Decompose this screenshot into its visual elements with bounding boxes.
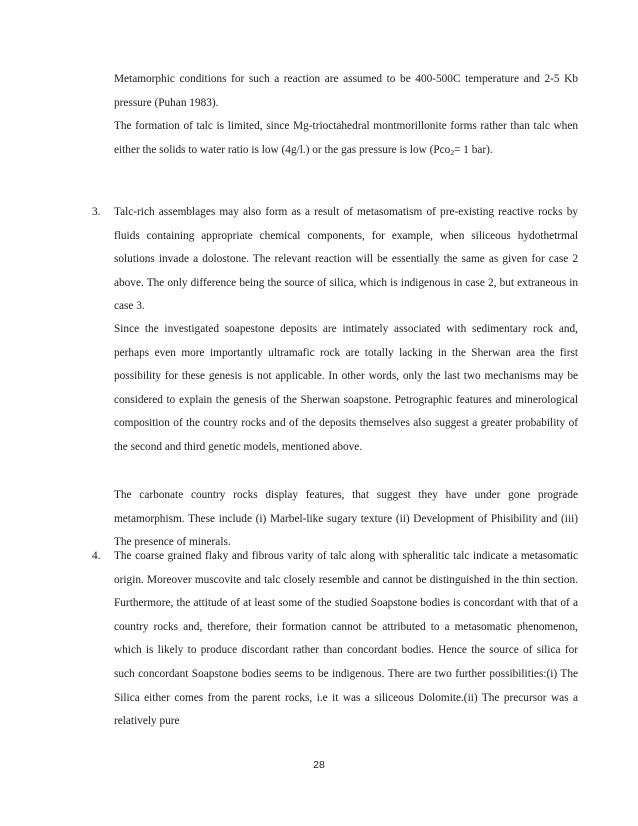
paragraph-talc-formation (114, 115, 578, 162)
co2-subscript: 2 (450, 147, 455, 157)
list-item-4-text: The coarse grained flaky and fibrous varity of talc along with spheralitic talc indicate a metasomatic origin. Moreover muscovite and talc closely resemble and cannot be distinguished in the thin section. Furthermore, the attitude of at least some of the studied Soapstone bodies is concordant with that of a country rocks and, therefore, their formation cannot be attributed to a metasomatic phenomenon, which is likely to produce discordant rather than concordant bodies. Hence the source of silica for such concordant Soapstone bodies seems to be indigenous. There are two further possibilities:(i) The Silica either comes from the parent rocks, i.e it was a siliceous Dolomite.(ii) The precursor was a relatively pure (114, 550, 578, 728)
paragraph-investigated-soapstone: Since the investigated soapestone deposits are intimately associated with sedimentary rock and, perhaps even more importantly ultramafic rock are totally lacking in the Sherwan area the first possibility for these genesis is not applicable. In other words, only the last two mechanisms may be considered to explain the genesis of the Sherwan soapstone. Petrographic features and minerological composition of the country rocks and of the deposits themselves also suggest a greater probability of the second and third genetic models, mentioned above. (114, 323, 578, 453)
talc-formation-text-end: = 1 bar). (454, 143, 493, 156)
page-number: 28 (313, 759, 325, 771)
paragraph-carbonate-country-rocks: The carbonate country rocks display features, that suggest they have under gone prograde metamorphism. These include (i) Marbel-like sugary texture (ii) Development of Phisibility and (iii) The presence of minerals. (114, 489, 578, 549)
talc-formation-text: The formation of talc is limited, since Mg-trioctahedral montmorillonite forms rather than talc when either the solids to water ratio is low (4g/l.) or the gas pressure is low (Pco (114, 120, 578, 156)
list-number-4: 4. (92, 550, 101, 562)
list-item-3-text: Talc-rich assemblages may also form as a result of metasomatism of pre-existing reactive rocks by fluids containing appropriate chemical components, for example, when siliceous hydothetrmal solutions invade a dolostone. The relevant reaction will be essentially the same as given for case 2 above. The only difference being the source of silica, which is indigenous in case 2, but extraneous in case 3. (114, 206, 578, 313)
list-number-3: 3. (92, 206, 101, 218)
paragraph-metamorphic-conditions: Metamorphic conditions for such a reaction are assumed to be 400-500C temperature and 2-5 Kb pressure (Puhan 1983). (114, 73, 578, 109)
